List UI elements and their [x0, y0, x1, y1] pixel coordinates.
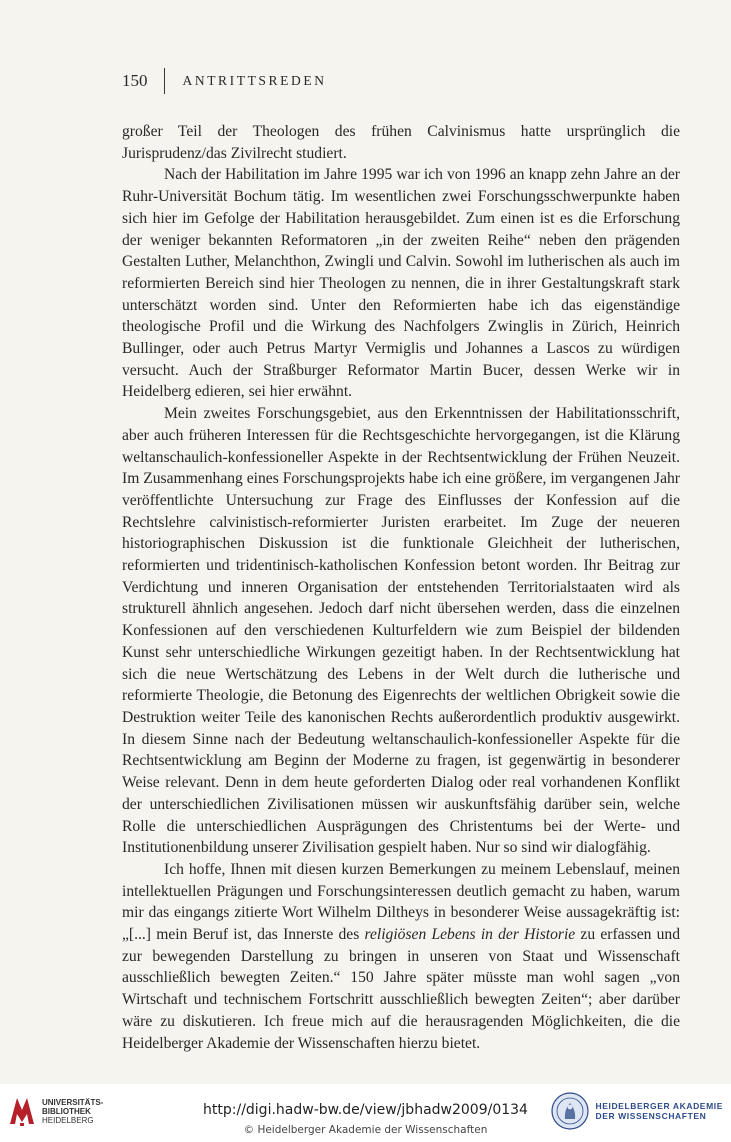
- ub-logo-line: UNIVERSITÄTS-: [42, 1097, 104, 1107]
- hadw-logo-line: HEIDELBERGER AKADEMIE: [595, 1101, 723, 1111]
- ub-logo-line: BIBLIOTHEK: [42, 1106, 91, 1116]
- permalink-url[interactable]: http://digi.hadw-bw.de/view/jbhadw2009/0134: [203, 1102, 528, 1118]
- hadw-logo-line: DER WISSENSCHAFTEN: [595, 1111, 707, 1121]
- page-header: [122, 68, 327, 94]
- copyright-notice: © Heidelberger Akademie der Wissenschaften: [243, 1124, 488, 1136]
- paragraph: [122, 164, 680, 403]
- text-run: zu erfassen und zur bewegenden Darstellung zu bringen in unseren von Staat und Wissenschaft ausschließlich bewegten Zeiten.“ 150 Jahre später müsste man wohl sagen „von Wirtschaft und technischem Fortschritt ausschließlich bewegten Zeiten“; aber darüber wäre zu diskutieren. Ich freue mich auf die herausragenden Möglichkeiten, die die Heidelberger Akademie der Wissenschaften hierzu bietet.: [122, 926, 681, 1052]
- body-text: [122, 121, 680, 1054]
- ub-logo-line: HEIDELBERG: [42, 1115, 94, 1125]
- running-head: ANTRITTSREDEN: [182, 73, 327, 88]
- italic-text: religiösen Lebens in der Historie: [364, 926, 576, 944]
- header-divider: [164, 68, 165, 94]
- paragraph: [122, 121, 680, 164]
- paragraph: [122, 403, 680, 859]
- text-run: Mein zweites Forschungsgebiet, aus den Erkenntnissen der Habilitationsschrift, aber auch früheren Interessen für die Rechtsgeschichte hervorgegangen, ist die Klärung weltanschaulich-konfessioneller Aspekte in der Rechtsentwicklung der Frühen Neuzeit. Im Zusammenhang eines Forschungsprojekts habe ich eine größere, im vergangenen Jahr veröffentlichte Untersuchung zur Frage des Einflusses der Konfession auf die Rechtslehre calvinistisch-reformierter Juristen erarbeitet. Im Zuge der neueren historiographischen Diskussion ist die funktionale Gleichheit der lutherischen, reformierten und tridentinisch-katholischen Konfession betont worden. Ihr Beitrag zur Verdichtung und inneren Organisation der entstehenden Territorialstaaten wird als strukturell ähnlich angesehen. Jedoch darf nicht übersehen werden, dass die einzelnen Konfessionen auf den verschiedenen Kulturfeldern wie zum Beispiel der bildenden Kunst sehr unterschiedliche Wirkungen gezeitigt haben. In der Rechtsentwicklung hat sich die neue Wertschätzung des Lebens in der Welt durch die lutherische und reformierte Theologie, die Betonung des Eigenrechts der weltlichen Obrigkeit sowie die Destruktion weiter Teile des kanonischen Rechts außerordentlich produktiv ausgewirkt. In diesem Sinne nach der Bedeutung weltanschaulich-konfessioneller Aspekte für die Rechtsentwicklung am Beginn der Moderne zu fragen, ist gegenwärtig in besonderer Weise relevant. Denn in dem heute geforderten Dialog oder real vorhandenen Konflikt der unterschiedlichen Zivilisationen müssen wir auskunftsfähig darüber sein, welche Rolle die unterschiedlichen Ausprägungen des Christentums bei der Werte- und Institutionenbildung unserer Zivilisation gespielt haben. Nur so sind wir dialogfähig.: [122, 405, 680, 857]
- hadw-logo-text: [595, 1101, 723, 1121]
- text-run: Ich hoffe, Ihnen mit diesen kurzen Bemerkungen zu meinem Lebenslauf, meinen intellektuellen Prägungen und Forschungsinteressen deutlich gemacht zu haben, warum mir das eingangs zitierte Wort Wilhelm Diltheys in besonderer Weise aussagekräftig ist: „[...] mein Beruf ist, das Innerste des: [122, 860, 680, 944]
- footer-bar: [0, 1084, 731, 1142]
- paragraph: [122, 859, 680, 1054]
- academy-seal-icon: [551, 1092, 589, 1130]
- text-run: großer Teil der Theologen des frühen Calvinismus hatte ursprünglich die Jurisprudenz/das Zivilrecht studiert.: [122, 123, 680, 162]
- hadw-logo[interactable]: [551, 1092, 723, 1130]
- text-run: Nach der Habilitation im Jahre 1995 war ich von 1996 an knapp zehn Jahre an der Ruhr-Universität Bochum tätig. Im wesentlichen zwei Forschungsschwerpunkte haben sich hier im Gefolge der Habilitation herausgebildet. Zum einen ist es die Erforschung der weniger bekannten Reformatoren „in der zweiten Reihe“ neben den prägenden Gestalten Luther, Melanchthon, Zwingli und Calvin. Sowohl im lutherischen als auch im reformierten Bereich sind hier Theologen zu nennen, die in ihrer Gestaltungskraft stark unterschätzt worden sind. Unter den Reformierten habe ich das eigenständige theologische Profil und die Wirkung des Nachfolgers Zwinglis in Zürich, Heinrich Bullinger, oder auch Petrus Martyr Vermiglis und Johannes a Lascos zu würdigen versucht. Auch der Straßburger Reformator Martin Bucer, dessen Werke wir in Heidelberg edieren, sei hier erwähnt.: [122, 166, 680, 401]
- page-number: 150: [122, 71, 148, 90]
